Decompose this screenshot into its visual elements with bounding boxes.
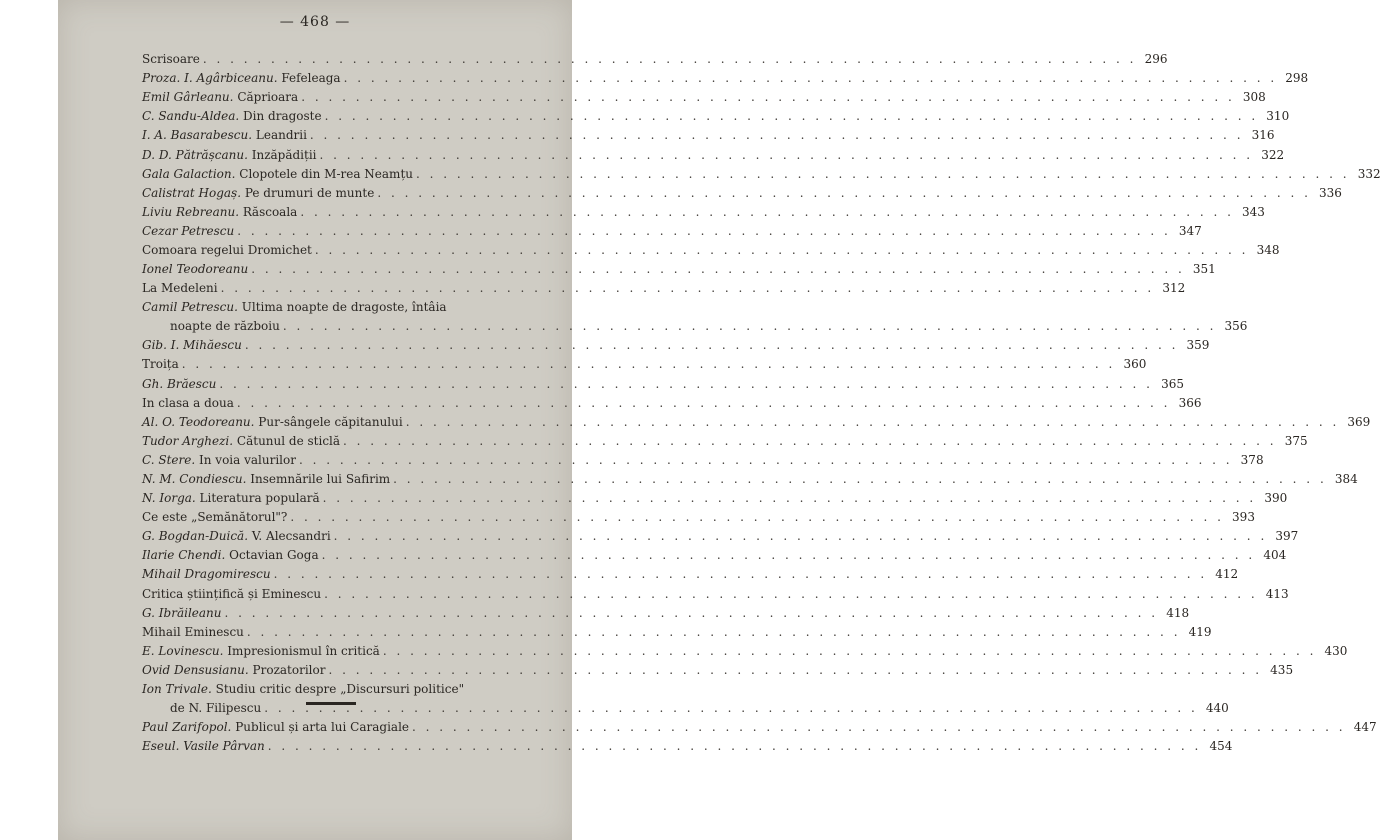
toc-entry [142,165,1381,184]
toc-entry [142,88,1266,107]
toc-entry [142,432,1308,451]
entry-page-number: 419 [1188,624,1212,639]
entry-text [142,146,317,165]
toc-entry [142,584,1289,603]
entry-text [142,355,179,374]
entry-author: Al. O. Teodoreanu. [142,414,255,429]
entry-text [142,737,265,756]
entry-text [142,222,234,241]
entry-author: Gala Galaction. [142,166,236,181]
leader-dots [334,527,1268,546]
entry-text [142,279,218,298]
toc-entry [142,565,1239,584]
entry-page-number: 332 [1357,166,1381,181]
entry-text [142,585,321,604]
entry-author: C. Stere. [142,452,196,467]
entry-title: Cătunul de sticlă [236,433,341,448]
leader-dots [310,126,1244,145]
leader-dots [274,565,1208,584]
toc-entry [142,374,1184,393]
leader-dots [328,661,1262,680]
entry-text [142,432,340,451]
entry-title: Prozatorilor [252,662,326,677]
entry-title-continued: de N. Filipescu [170,700,262,715]
entry-title: Pe drumuri de munte [244,185,375,200]
entry-text [142,375,216,394]
entry-title: Critica științifică și Eminescu [142,586,322,601]
entry-text [142,565,271,584]
entry-page-number: 447 [1353,720,1377,734]
leader-dots [245,336,1179,355]
page-number: — 468 — [279,14,351,30]
leader-dots [323,489,1257,508]
entry-page-number: 312 [1162,281,1186,296]
leader-dots [237,394,1171,413]
entry-author: Liviu Rebreanu. [142,204,240,219]
entry-title: Insemnările lui Safirim [250,471,391,486]
leader-dots [300,203,1234,222]
entry-author: Calistrat Hogaș. [142,185,242,200]
entry-text [142,69,341,88]
entry-author: Ionel Teodoreanu [142,262,249,277]
entry-title: Leandrii [255,128,307,143]
toc-entry [142,470,1358,489]
leader-dots [343,432,1277,451]
entry-title: Studiu critic despre „Discursuri politice" [215,681,465,696]
entry-author: Gh. Brăescu [142,376,217,391]
entry-title: Publicul și arta lui Caragiale [235,720,410,734]
leader-dots [301,88,1235,107]
entry-line-1 [142,298,612,317]
entry-author: E. Lovinescu. [142,643,224,658]
entry-author: Ion Trivale. [142,681,212,696]
toc-entry [142,107,1290,126]
toc-entry [142,489,1288,508]
entry-title: Octavian Goga [229,548,319,563]
entry-page-number: 316 [1251,128,1275,143]
entry-page-number: 435 [1270,662,1294,677]
entry-title: Ultima noapte de dragoste, întâia [241,300,447,315]
entry-text [142,489,320,508]
entry-title: Ce este „Semănătorul"? [142,510,288,525]
entry-page-number: 369 [1347,414,1371,429]
entry-page-number: 378 [1240,452,1264,467]
leader-dots [299,451,1233,470]
leader-dots [225,604,1159,623]
toc-entry [142,222,1202,241]
leader-dots [251,260,1185,279]
entry-page-number: 308 [1242,90,1266,105]
toc-entry [142,241,1280,260]
entry-page-number: 397 [1275,529,1299,544]
leader-dots [203,50,1137,69]
leader-dots [416,165,1350,184]
leader-dots [324,585,1258,604]
entry-title: Impresionismul în critică [227,643,380,658]
book-page [58,0,1381,840]
end-rule [306,702,356,705]
entry-page-number: 360 [1123,357,1147,372]
entry-author: D. D. Pătrășcanu. [142,147,248,162]
toc-entry [142,50,1168,69]
toc-entry [142,623,1212,642]
entry-title: In clasa a doua [142,395,234,410]
toc-entry [142,527,1299,546]
entry-title-continued: noapte de războiu [170,319,280,334]
leader-dots [221,279,1155,298]
entry-page-number: 296 [1144,52,1168,67]
entry-page-number: 375 [1284,433,1308,448]
entry-author: Camil Petrescu. [142,300,238,315]
toc-entry [142,451,1264,470]
entry-text [142,203,297,222]
entry-text [142,508,287,527]
entry-text [142,126,307,145]
entry-text [142,184,374,203]
entry-text [142,527,331,546]
entry-page-number: 322 [1261,147,1285,162]
entry-title: Fefeleaga [281,71,341,86]
entry-title: In voia valurilor [199,452,296,467]
entry-title: Comoara regelui Dromichet [142,243,312,258]
entry-text [142,107,322,126]
entry-title: Clopotele din M-rea Neamțu [239,166,413,181]
entry-line-2 [142,317,1248,336]
entry-title: Pur-sângele căpitanului [258,414,403,429]
entry-text [142,623,244,642]
entry-title: Căprioara [237,90,299,105]
toc-entry [142,69,1309,88]
leader-dots [383,642,1317,661]
leader-dots [393,470,1327,489]
entry-text [142,336,242,355]
entry-title: Inzăpădiții [251,147,317,162]
leader-dots [315,241,1249,260]
entry-text [142,241,312,260]
entry-author: Proza. I. Agârbiceanu. [142,71,278,86]
entry-text [142,604,222,623]
entry-text [142,413,403,432]
toc-entry [142,260,1216,279]
entry-page-number: 404 [1263,548,1287,563]
entry-author: Cezar Petrescu [142,223,235,238]
entry-page-number: 366 [1178,395,1202,410]
entry-page-number: 347 [1178,223,1202,238]
entry-title: V. Alecsandri [251,529,331,544]
entry-text [142,661,325,680]
entry-text [142,50,200,69]
entry-line-1 [142,680,612,699]
toc-entry [142,184,1342,203]
entry-author: Mihail Dragomirescu [142,567,271,582]
entry-page-number: 356 [1224,319,1248,334]
entry-page-number: 384 [1334,471,1358,486]
entry-title: Din dragoste [243,109,322,124]
entry-author: G. Bogdan-Duică. [142,529,249,544]
leader-dots [247,623,1181,642]
entry-author: Eseul. Vasile Pârvan [142,739,265,754]
entry-author: G. Ibrăileanu [142,605,222,620]
toc-entry [142,642,1348,661]
entry-text [142,451,296,470]
entry-author: Ilarie Chendi. [142,548,226,563]
entry-line-2 [142,699,1229,718]
entry-page-number: 359 [1186,338,1210,353]
entry-title: Troița [142,357,179,372]
entry-text [142,642,380,661]
leader-dots [264,699,1198,718]
entry-page-number: 412 [1215,567,1239,582]
entry-page-number: 351 [1192,262,1216,277]
toc-entry [142,394,1202,413]
leader-dots [320,146,1254,165]
entry-page-number: 343 [1242,204,1265,219]
toc-entry [142,737,1233,756]
entry-title: Mihail Eminescu [142,624,244,639]
leader-dots [237,222,1171,241]
leader-dots [377,184,1311,203]
entry-author: N. M. Condiescu. [142,471,247,486]
leader-dots [322,546,1256,565]
entry-author: Tudor Arghezi. [142,433,234,448]
entry-page-number: 430 [1324,643,1348,658]
toc-entry [142,718,1377,737]
leader-dots [412,718,1346,737]
leader-dots [283,317,1217,336]
entry-author: N. Iorga. [142,491,196,506]
toc-entry [142,126,1275,145]
entry-page-number: 440 [1205,700,1229,715]
entry-text [142,394,234,413]
toc-entry [142,546,1287,565]
toc-entry [142,508,1255,527]
toc-entry [142,355,1147,374]
entry-author: Gib. I. Mihăescu [142,338,242,353]
leader-dots [344,69,1278,88]
entry-page-number: 298 [1285,71,1309,86]
entry-text [142,470,390,489]
entry-page-number: 336 [1319,185,1342,200]
entry-title: La Medeleni [142,281,218,296]
leader-dots [325,107,1259,126]
entry-page-number: 348 [1256,243,1280,258]
toc-entry [142,680,1229,718]
entry-text [142,718,409,737]
entry-author: Paul Zarifopol. [142,720,232,734]
entry-text [142,546,319,565]
table-of-contents [142,50,1381,756]
entry-title: Scrisoare [142,52,200,67]
leader-dots [219,375,1153,394]
entry-author: Ovid Densusianu. [142,662,249,677]
toc-entry [142,145,1285,164]
toc-entry [142,279,1186,298]
entry-page-number: 310 [1266,109,1290,124]
entry-title: Răscoala [242,204,298,219]
toc-entry [142,336,1210,355]
toc-entry [142,298,1248,336]
entry-page-number: 418 [1166,605,1190,620]
leader-dots [268,737,1202,756]
entry-page-number: 393 [1232,510,1255,525]
toc-entry [142,413,1371,432]
entry-page-number: 454 [1209,739,1233,754]
leader-dots [182,355,1116,374]
entry-text [142,165,413,184]
leader-dots [406,413,1340,432]
entry-author: Emil Gârleanu. [142,90,234,105]
leader-dots [290,508,1224,527]
entry-text [142,88,298,107]
entry-text [142,260,248,279]
entry-page-number: 365 [1161,376,1184,391]
entry-page-number: 413 [1265,586,1289,601]
toc-entry [142,661,1294,680]
toc-entry [142,604,1190,623]
entry-author: I. A. Basarabescu. [142,128,253,143]
toc-entry [142,203,1265,222]
entry-page-number: 390 [1264,491,1288,506]
entry-title: Literatura populară [199,491,320,506]
entry-author: C. Sandu-Aldea. [142,109,240,124]
